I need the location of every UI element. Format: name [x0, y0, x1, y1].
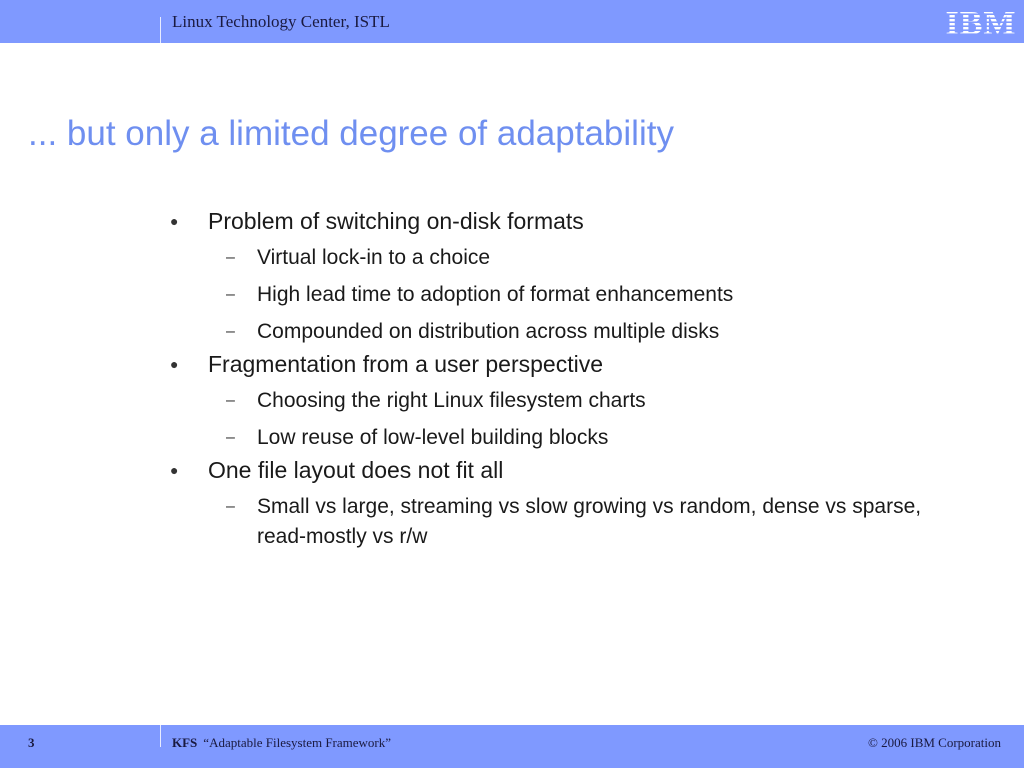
bullet-group: [170, 206, 970, 347]
header-bar: [0, 0, 1024, 43]
copyright: © 2006 IBM Corporation: [867, 735, 1001, 750]
bullet-text: Fragmentation from a user perspective: [208, 351, 604, 377]
dash-icon: –: [226, 286, 235, 303]
dash-icon: –: [226, 429, 235, 446]
header-title: Linux Technology Center, ISTL: [172, 12, 390, 31]
sub-bullet-item: [170, 243, 957, 273]
sub-bullet-item: [170, 423, 957, 453]
sub-bullet-item: [170, 317, 957, 347]
dash-icon: –: [226, 392, 235, 409]
dash-icon: –: [226, 323, 235, 340]
bullet-item: [170, 455, 970, 485]
bullet-item: [170, 349, 970, 379]
bullet-group: [170, 349, 970, 453]
bullet-icon: ●: [170, 356, 179, 372]
footer-bar: [0, 725, 1024, 768]
bullet-group: [170, 455, 970, 552]
sub-bullet-text: Small vs large, streaming vs slow growing vs random, dense vs sparse, read-mostly vs r/w: [257, 495, 922, 548]
svg-text:IBM: IBM: [946, 5, 1016, 39]
bullet-item: [170, 206, 970, 236]
sub-bullet-item: [170, 280, 957, 310]
slide-title: ... but only a limited degree of adaptability: [28, 114, 674, 153]
page-number: 3: [28, 735, 35, 750]
bullet-list: [170, 204, 970, 552]
bullet-text: One file layout does not fit all: [208, 457, 504, 483]
sub-bullet-text: High lead time to adoption of format enhancements: [257, 283, 734, 306]
dash-icon: –: [226, 498, 235, 515]
sub-bullet-text: Low reuse of low-level building blocks: [257, 426, 609, 449]
sub-bullet-item: [170, 492, 957, 552]
bullet-icon: ●: [170, 213, 179, 229]
product-subtitle: “Adaptable Filesystem Framework”: [203, 735, 392, 750]
sub-bullet-text: Compounded on distribution across multiple disks: [257, 320, 720, 343]
sub-bullet-item: [170, 386, 957, 416]
bullet-icon: ●: [170, 462, 179, 478]
bullet-text: Problem of switching on-disk formats: [208, 208, 584, 234]
product-name: KFS: [172, 735, 198, 750]
sub-bullet-text: Choosing the right Linux filesystem charts: [257, 389, 646, 412]
footer-divider: [160, 725, 161, 747]
ibm-logo: [946, 3, 1016, 39]
sub-bullet-text: Virtual lock-in to a choice: [257, 246, 491, 269]
dash-icon: –: [226, 249, 235, 266]
footer-product: [172, 735, 391, 751]
header-divider: [160, 17, 161, 43]
